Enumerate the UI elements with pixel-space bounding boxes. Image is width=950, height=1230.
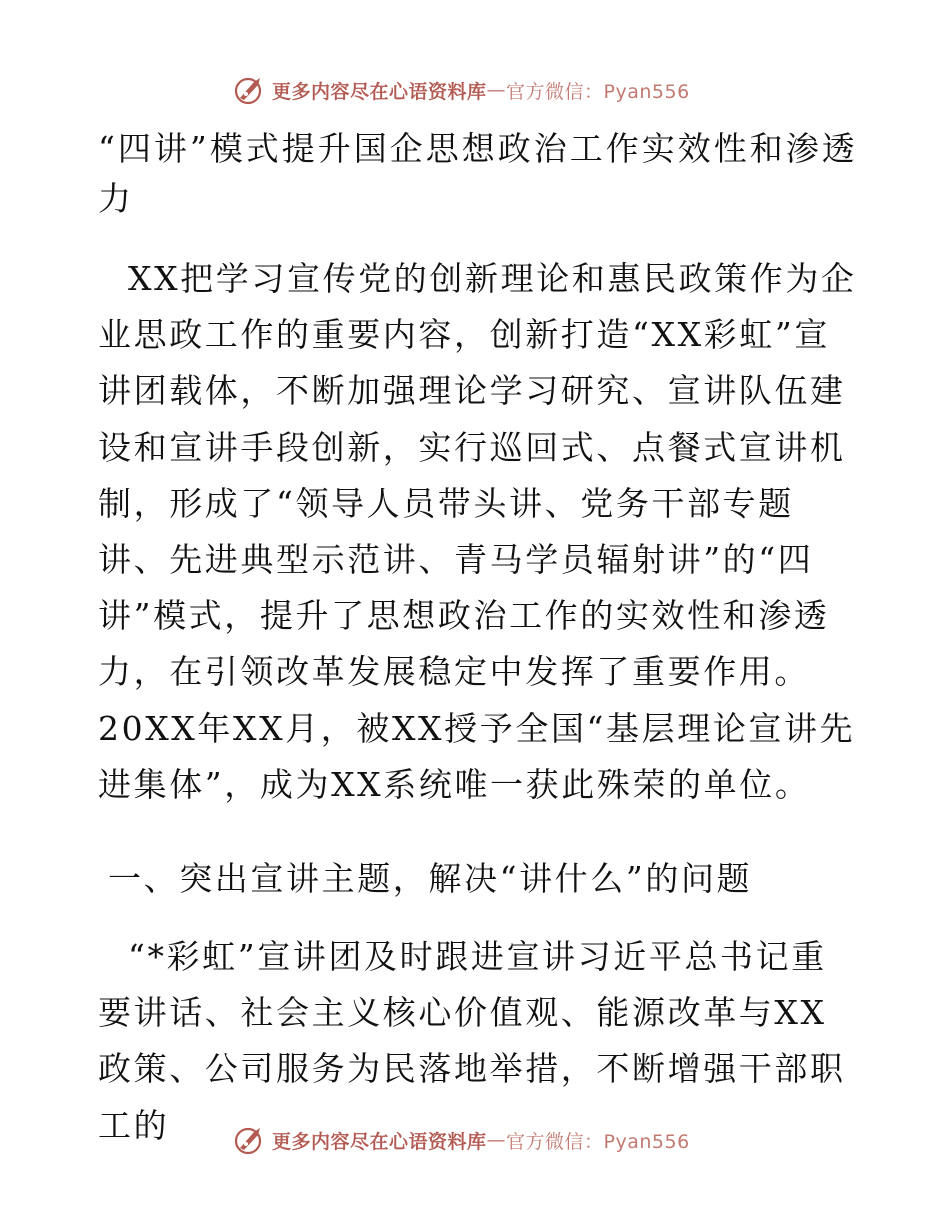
body-paragraph-2: “*彩虹”宣讲团及时跟进宣讲习近平总书记重要讲话、社会主义核心价值观、能源改革与XX政策、公司服务为民落地举措，不断增强干部职工的 [98, 937, 846, 1145]
document-title: “四讲”模式提升国企思想政治工作实效性和渗透力 [98, 129, 858, 218]
watermark-contact: 官方微信：Pyan556 [506, 1130, 690, 1153]
watermark-text: 更多内容尽在心语资料库 [272, 80, 487, 103]
watermark-banner-top [232, 70, 690, 110]
watermark-dash: — [486, 1129, 507, 1151]
pen-nib-logo-icon [232, 72, 268, 108]
watermark-dash: — [486, 79, 507, 101]
watermark-contact: 官方微信：Pyan556 [506, 80, 690, 103]
pen-nib-logo-icon [232, 1122, 268, 1158]
section-heading-1: 一、突出宣讲主题，解决“讲什么”的问题 [108, 859, 753, 898]
watermark-text: 更多内容尽在心语资料库 [272, 1130, 487, 1153]
body-paragraph-1: XX把学习宣传党的创新理论和惠民政策作为企业思政工作的重要内容，创新打造“XX彩虹”宣讲团载体，不断加强理论学习研究、宣讲队伍建设和宣讲手段创新，实行巡回式、点餐式宣讲机制，形成了“领导人员带头讲、党务干部专题讲、先进典型示范讲、青马学员辐射讲”的“四讲”模式，提升了思想政治工作的实效性和渗透力，在引领改革发展稳定中发挥了重要作用。20XX年XX月，被XX授予全国“基层理论宣讲先进集体”，成为XX系统唯一获此殊荣的单位。 [98, 259, 857, 804]
watermark-banner-bottom [232, 1120, 690, 1160]
